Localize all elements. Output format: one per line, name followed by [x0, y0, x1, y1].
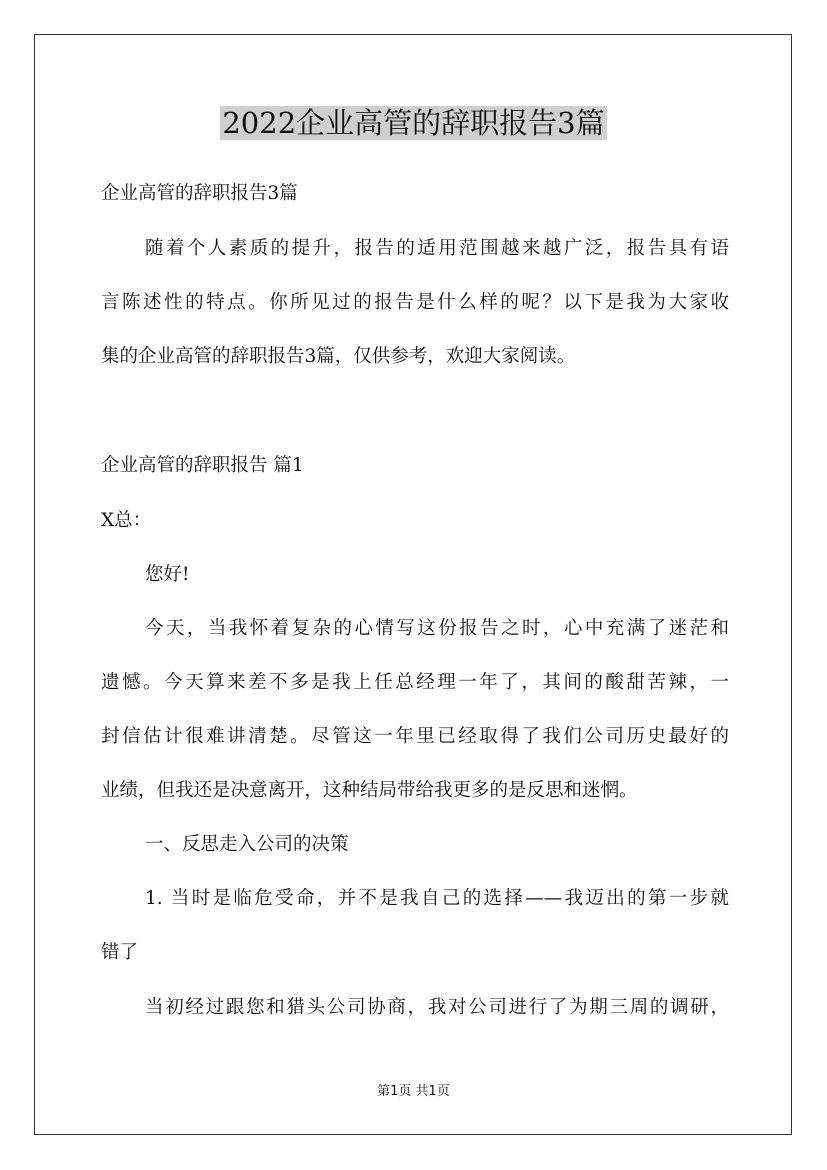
document-title-text: 2022企业高管的辞职报告3篇 — [222, 106, 605, 140]
body-line-3: 封信估计很难讲清楚。尽管这一年里已经取得了我们公司历史最好的 — [101, 726, 729, 747]
intro-line-3: 集的企业高管的辞职报告3篇，仅供参考，欢迎大家阅读。 — [101, 346, 576, 367]
point-1-line-2: 错了 — [101, 942, 139, 963]
body-line-1: 今天，当我怀着复杂的心情写这份报告之时，心中充满了迷茫和 — [145, 618, 729, 639]
subsection-heading-1: 一、反思走入公司的决策 — [145, 834, 349, 855]
body-line-4: 业绩，但我还是决意离开，这种结局带给我更多的是反思和迷惘。 — [101, 780, 638, 801]
body-line-5: 当初经过跟您和猎头公司协商，我对公司进行了为期三周的调研， — [145, 997, 729, 1018]
intro-line-1: 随着个人素质的提升，报告的适用范围越来越广泛，报告具有语 — [145, 238, 729, 259]
document-title — [0, 101, 827, 145]
greeting: 您好! — [145, 564, 190, 585]
section-heading-1: 企业高管的辞职报告 篇1 — [101, 455, 304, 476]
page-footer: 第1页 共1页 — [377, 1084, 450, 1099]
salutation: X总： — [101, 510, 152, 531]
body-line-2: 遗憾。今天算来差不多是我上任总经理一年了，其间的酸甜苦辣，一 — [101, 672, 729, 693]
subtitle-line: 企业高管的辞职报告3篇 — [101, 183, 298, 204]
point-1-line-1: 1. 当时是临危受命，并不是我自己的选择——我迈出的第一步就 — [145, 888, 729, 909]
intro-line-2: 言陈述性的特点。你所见过的报告是什么样的呢？以下是我为大家收 — [101, 292, 729, 313]
